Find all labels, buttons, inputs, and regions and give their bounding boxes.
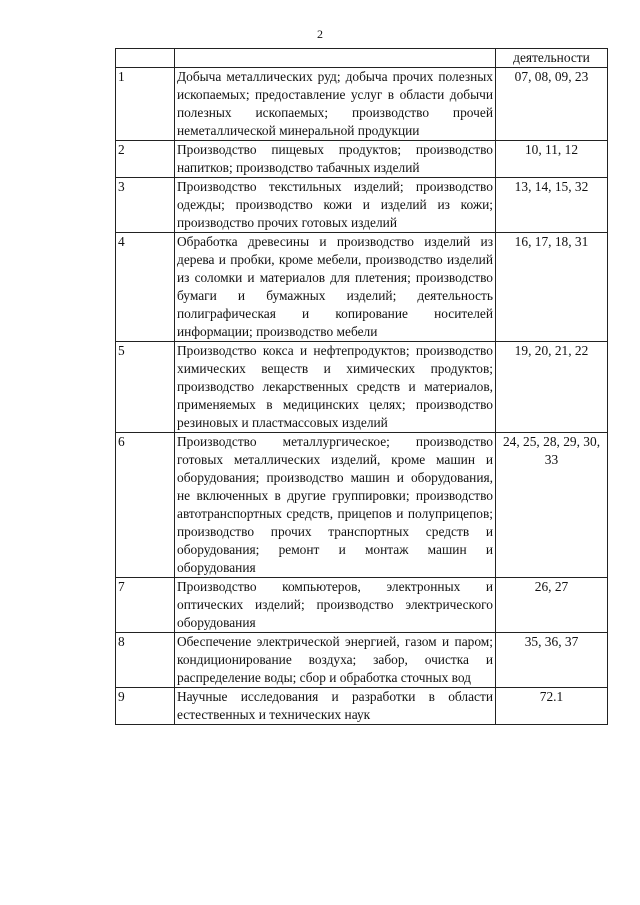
row-activity-codes: 19, 20, 21, 22 [496, 342, 608, 433]
industry-codes-table [115, 48, 608, 725]
row-activity-codes: 10, 11, 12 [496, 141, 608, 178]
table-row [116, 233, 608, 342]
table-row [116, 178, 608, 233]
page-number: 2 [317, 27, 323, 41]
row-activity-codes: 35, 36, 37 [496, 633, 608, 688]
row-number: 2 [116, 141, 175, 178]
row-activity-name: Производство металлургическое; производство готовых металлических изделий, кроме машин и оборудования; производство машин и оборудования, не включенных в другие группировки; производство автотранспортных средств, прицепов и полуприцепов; производство прочих транспортных средств и оборудования; ремонт и монтаж машин и оборудования [175, 433, 496, 578]
header-name-cell [175, 49, 496, 68]
row-activity-name: Производство компьютеров, электронных и оптических изделий; производство электрического оборудования [175, 578, 496, 633]
table-row [116, 433, 608, 578]
row-activity-name: Добыча металлических руд; добыча прочих полезных ископаемых; предоставление услуг в области добычи полезных ископаемых; производство прочей неметаллической минеральной продукции [175, 68, 496, 141]
row-number: 8 [116, 633, 175, 688]
table-row [116, 578, 608, 633]
table-row [116, 68, 608, 141]
table-row [116, 141, 608, 178]
row-number: 4 [116, 233, 175, 342]
table-header-row [116, 49, 608, 68]
row-activity-name: Производство кокса и нефтепродуктов; производство химических веществ и химических продуктов; производство лекарственных средств и материалов, применяемых в медицинских целях; производство резиновых и пластмассовых изделий [175, 342, 496, 433]
row-activity-codes: 26, 27 [496, 578, 608, 633]
header-codes-cell: деятельности [496, 49, 608, 68]
row-activity-codes: 72.1 [496, 688, 608, 725]
row-number: 3 [116, 178, 175, 233]
row-activity-codes: 07, 08, 09, 23 [496, 68, 608, 141]
row-activity-codes: 16, 17, 18, 31 [496, 233, 608, 342]
row-activity-codes: 13, 14, 15, 32 [496, 178, 608, 233]
row-number: 1 [116, 68, 175, 141]
row-activity-name: Научные исследования и разработки в области естественных и технических наук [175, 688, 496, 725]
row-activity-codes: 24, 25, 28, 29, 30, 33 [496, 433, 608, 578]
row-number: 7 [116, 578, 175, 633]
row-number: 5 [116, 342, 175, 433]
table-row [116, 633, 608, 688]
row-number: 9 [116, 688, 175, 725]
row-activity-name: Обработка древесины и производство изделий из дерева и пробки, кроме мебели, производство изделий из соломки и материалов для плетения; производство бумаги и бумажных изделий; деятельность полиграфическая и копирование носителей информации; производство мебели [175, 233, 496, 342]
row-activity-name: Производство текстильных изделий; производство одежды; производство кожи и изделий из кожи; производство прочих готовых изделий [175, 178, 496, 233]
table-row [116, 342, 608, 433]
row-activity-name: Производство пищевых продуктов; производство напитков; производство табачных изделий [175, 141, 496, 178]
table-row [116, 688, 608, 725]
header-num-cell [116, 49, 175, 68]
row-activity-name: Обеспечение электрической энергией, газом и паром; кондиционирование воздуха; забор, очистка и распределение воды; сбор и обработка сточных вод [175, 633, 496, 688]
row-number: 6 [116, 433, 175, 578]
